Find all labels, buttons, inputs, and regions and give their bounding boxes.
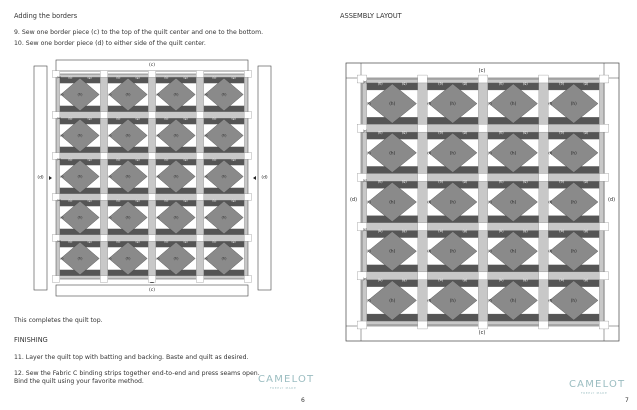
- edge-label-e: (e): [362, 227, 368, 232]
- block-label-h: (h): [77, 133, 83, 138]
- sash-label-b: (b): [116, 116, 121, 121]
- corner-label-g: (g): [522, 228, 528, 233]
- corner-square: [196, 71, 204, 78]
- block-label-h: (h): [173, 215, 179, 220]
- block-label-h: (h): [125, 92, 131, 97]
- side-label-f: (f): [204, 174, 208, 179]
- corner-square: [244, 71, 252, 78]
- sash-label-b: (b): [116, 198, 121, 203]
- corner-square: [100, 153, 108, 160]
- corner-label-g: (g): [135, 116, 140, 121]
- corner-label-g: (g): [87, 157, 92, 162]
- corner-square: [418, 272, 428, 280]
- corner-label-g: (g): [183, 198, 188, 203]
- corner-square: [196, 235, 204, 242]
- sash-label-b: (b): [68, 75, 73, 80]
- side-label-f: (f): [204, 133, 208, 138]
- side-label-f: (f): [108, 92, 112, 97]
- edge-label-e: (e): [362, 178, 368, 183]
- corner-square: [148, 276, 156, 283]
- block-label-h: (h): [77, 92, 83, 97]
- corner-square: [100, 112, 108, 119]
- corner-label-g: (g): [583, 81, 589, 86]
- sash-label-b: (b): [438, 130, 444, 135]
- corner-square: [100, 235, 108, 242]
- step-9-text: 9. Sew one border piece (c) to the top of the quilt center and one to the bottom.: [14, 29, 264, 36]
- side-label-f: (f): [487, 150, 492, 155]
- side-label-f: (f): [156, 256, 160, 261]
- side-label-f: (f): [108, 133, 112, 138]
- side-label-f: (f): [60, 133, 64, 138]
- corner-label-g: (g): [583, 278, 589, 283]
- assembly-layout-heading: ASSEMBLY LAYOUT: [340, 12, 402, 20]
- side-label-f: (f): [427, 101, 432, 106]
- corner-square: [599, 173, 609, 181]
- corner-square: [418, 75, 428, 83]
- sash-label-b: (b): [559, 228, 565, 233]
- sash-label-b: (b): [212, 157, 217, 162]
- block-label-h: (h): [173, 174, 179, 179]
- corner-square: [539, 124, 549, 132]
- corner-label-g: (g): [583, 130, 589, 135]
- corner-square: [539, 223, 549, 231]
- block-label-h: (h): [570, 248, 577, 254]
- block-label-h: (h): [449, 297, 456, 303]
- completion-text: This completes the quilt top.: [14, 317, 103, 324]
- corner-square: [418, 124, 428, 132]
- block-label-h: (h): [570, 199, 577, 205]
- corner-square: [599, 272, 609, 280]
- corner-label-g: (g): [135, 75, 140, 80]
- side-label-f: (f): [366, 298, 371, 303]
- corner-label-g: (g): [135, 157, 140, 162]
- side-label-f: (f): [487, 298, 492, 303]
- step-10-text: 10. Sew one border piece (d) to either side of the quilt center.: [14, 40, 206, 47]
- block-label-h: (h): [389, 199, 396, 205]
- sash-label-b: (b): [377, 228, 383, 233]
- edge-label-e: (e): [362, 129, 368, 134]
- corner-label-g: (g): [183, 157, 188, 162]
- side-label-f: (f): [156, 92, 160, 97]
- sash-label-b: (b): [164, 198, 169, 203]
- corner-square: [478, 321, 488, 329]
- block-label-h: (h): [221, 256, 227, 261]
- sash-label-b: (b): [212, 116, 217, 121]
- left-border-arrow: [49, 176, 52, 180]
- corner-square: [418, 173, 428, 181]
- block-label-h: (h): [173, 92, 179, 97]
- block-label-h: (h): [389, 297, 396, 303]
- corner-label-g: (g): [401, 228, 407, 233]
- edge-label-e: (e): [362, 276, 368, 281]
- block-label-h: (h): [570, 150, 577, 156]
- step-12-text: 12. Sew the Fabric C binding strips together end-to-end and press seams open.: [14, 370, 260, 377]
- corner-label-g: (g): [231, 75, 236, 80]
- right-page: [319, 0, 637, 410]
- edge-label-e: (e): [57, 198, 61, 202]
- side-label-f: (f): [60, 256, 64, 261]
- sash-label-b: (b): [212, 75, 217, 80]
- side-label-f: (f): [156, 174, 160, 179]
- corner-label-g: (g): [462, 81, 468, 86]
- side-label-f: (f): [427, 200, 432, 204]
- side-label-f: (f): [427, 298, 432, 303]
- step-12-continued-text: Bind the quilt using your favorite method.: [14, 378, 144, 385]
- sash-label-b: (b): [164, 239, 169, 244]
- step-11-text: 11. Layer the quilt top with batting and backing. Baste and quilt as desired.: [14, 354, 249, 361]
- side-label-f: (f): [548, 200, 553, 204]
- sash-label-b: (b): [377, 278, 383, 283]
- block-label-h: (h): [125, 133, 131, 138]
- block-label-h: (h): [125, 215, 131, 220]
- corner-square: [478, 75, 488, 83]
- corner-square: [148, 112, 156, 119]
- side-label-f: (f): [108, 215, 112, 220]
- side-label-f: (f): [204, 256, 208, 261]
- block-label-h: (h): [77, 174, 83, 179]
- sash-label-b: (b): [438, 278, 444, 283]
- corner-square: [52, 276, 60, 283]
- side-label-f: (f): [60, 215, 64, 220]
- side-label-f: (f): [487, 200, 492, 204]
- corner-label-g: (g): [522, 81, 528, 86]
- corner-label-g: (g): [401, 179, 407, 184]
- block-label-h: (h): [77, 256, 83, 261]
- block-label-h: (h): [449, 248, 456, 254]
- border-assembly-diagram: [0, 0, 318, 410]
- corner-label-g: (g): [87, 75, 92, 80]
- sash-label-b: (b): [438, 228, 444, 233]
- side-label-f: (f): [156, 133, 160, 138]
- corner-label-g: (g): [135, 239, 140, 244]
- assembly-bottom-label: (c): [478, 330, 486, 336]
- block-label-h: (h): [125, 256, 131, 261]
- corner-square: [100, 194, 108, 201]
- corner-label-g: (g): [401, 130, 407, 135]
- camelot-logo: CAMELOT: [258, 374, 315, 385]
- corner-label-g: (g): [183, 75, 188, 80]
- sash-label-b: (b): [498, 130, 504, 135]
- block-label-h: (h): [449, 150, 456, 156]
- sash-label-b: (b): [498, 228, 504, 233]
- edge-label-e: (e): [57, 157, 61, 161]
- block-label-h: (h): [510, 297, 517, 303]
- edge-label-e: (e): [362, 80, 368, 84]
- sash-label-b: (b): [559, 81, 565, 86]
- side-label-f: (f): [487, 249, 492, 254]
- corner-label-g: (g): [87, 116, 92, 121]
- corner-square: [148, 71, 156, 78]
- corner-square: [478, 173, 488, 181]
- side-label-f: (f): [60, 92, 64, 97]
- edge-label-e: (e): [57, 75, 61, 79]
- side-label-f: (f): [60, 174, 64, 179]
- finishing-heading: FINISHING: [14, 336, 48, 344]
- side-label-f: (f): [427, 249, 432, 254]
- corner-label-g: (g): [583, 228, 589, 233]
- corner-label-g: (g): [401, 81, 407, 86]
- block-label-h: (h): [221, 174, 227, 179]
- corner-label-g: (g): [231, 157, 236, 162]
- corner-square: [418, 223, 428, 231]
- sash-label-b: (b): [68, 157, 73, 162]
- corner-square: [148, 235, 156, 242]
- sash-label-b: (b): [212, 239, 217, 244]
- side-label-f: (f): [108, 256, 112, 261]
- corner-label-g: (g): [462, 179, 468, 184]
- block-label-h: (h): [221, 215, 227, 220]
- corner-square: [418, 321, 428, 329]
- bottom-border-label: (c): [149, 288, 155, 293]
- block-label-h: (h): [173, 256, 179, 261]
- corner-square: [599, 75, 609, 83]
- sash-label-b: (b): [438, 81, 444, 86]
- corner-label-g: (g): [462, 278, 468, 283]
- side-label-f: (f): [366, 249, 371, 254]
- sash-label-b: (b): [377, 179, 383, 184]
- sash-label-b: (b): [498, 81, 504, 86]
- assembly-right-label: (d): [607, 197, 616, 203]
- camelot-tagline-right: FREELY MADE: [581, 392, 608, 395]
- sash-label-b: (b): [68, 116, 73, 121]
- block-label-h: (h): [449, 101, 456, 107]
- camelot-tagline: FREELY MADE: [270, 387, 297, 390]
- side-label-f: (f): [366, 101, 371, 106]
- corner-square: [244, 276, 252, 283]
- corner-square: [599, 223, 609, 231]
- assembly-layout-diagram: [319, 0, 637, 410]
- corner-square: [539, 272, 549, 280]
- side-label-f: (f): [108, 174, 112, 179]
- corner-square: [539, 321, 549, 329]
- side-label-f: (f): [156, 215, 160, 220]
- block-label-h: (h): [77, 215, 83, 220]
- corner-square: [196, 153, 204, 160]
- corner-square: [244, 235, 252, 242]
- sash-label-b: (b): [377, 81, 383, 86]
- corner-label-g: (g): [231, 116, 236, 121]
- side-label-f: (f): [548, 298, 553, 303]
- sash-label-b: (b): [68, 239, 73, 244]
- corner-square: [148, 194, 156, 201]
- block-label-h: (h): [570, 101, 577, 107]
- edge-label-e: (e): [57, 239, 61, 243]
- corner-label-g: (g): [462, 130, 468, 135]
- corner-label-g: (g): [522, 179, 528, 184]
- quilt-center: [357, 75, 609, 329]
- sash-label-b: (b): [116, 75, 121, 80]
- camelot-logo-right: CAMELOT: [569, 379, 626, 390]
- block-label-h: (h): [389, 248, 396, 254]
- block-label-h: (h): [510, 101, 517, 107]
- corner-square: [599, 321, 609, 329]
- block-label-h: (h): [125, 174, 131, 179]
- corner-square: [478, 223, 488, 231]
- side-label-f: (f): [366, 200, 371, 204]
- side-label-f: (f): [548, 101, 553, 106]
- left-page: [0, 0, 318, 410]
- block-label-h: (h): [510, 199, 517, 205]
- quilt-center: [52, 71, 252, 283]
- corner-label-g: (g): [522, 278, 528, 283]
- sash-label-b: (b): [212, 198, 217, 203]
- sash-label-b: (b): [164, 157, 169, 162]
- side-label-f: (f): [548, 249, 553, 254]
- left-border-label: (d): [37, 175, 44, 181]
- block-label-h: (h): [173, 133, 179, 138]
- edge-label-e: (e): [57, 116, 61, 120]
- corner-square: [196, 276, 204, 283]
- corner-label-g: (g): [583, 179, 589, 184]
- sash-label-b: (b): [559, 130, 565, 135]
- corner-square: [357, 321, 367, 329]
- corner-label-g: (g): [401, 278, 407, 283]
- page-number-left: 6: [301, 397, 305, 404]
- side-label-f: (f): [366, 150, 371, 155]
- corner-square: [100, 276, 108, 283]
- corner-square: [478, 124, 488, 132]
- corner-square: [196, 194, 204, 201]
- corner-label-g: (g): [87, 239, 92, 244]
- corner-square: [599, 124, 609, 132]
- corner-square: [244, 194, 252, 201]
- corner-label-g: (g): [462, 228, 468, 233]
- corner-label-g: (g): [231, 239, 236, 244]
- sash-label-b: (b): [116, 157, 121, 162]
- corner-square: [100, 71, 108, 78]
- side-label-f: (f): [204, 92, 208, 97]
- sash-label-b: (b): [377, 130, 383, 135]
- sash-label-b: (b): [559, 179, 565, 184]
- corner-square: [478, 272, 488, 280]
- sash-label-b: (b): [164, 75, 169, 80]
- corner-label-g: (g): [135, 198, 140, 203]
- corner-square: [539, 173, 549, 181]
- block-label-h: (h): [221, 133, 227, 138]
- sash-label-b: (b): [498, 179, 504, 184]
- sash-label-b: (b): [438, 179, 444, 184]
- right-border-arrow: [253, 176, 256, 180]
- sash-label-b: (b): [559, 278, 565, 283]
- corner-square: [196, 112, 204, 119]
- sash-label-b: (b): [164, 116, 169, 121]
- page-number-right: 7: [625, 397, 629, 404]
- block-label-h: (h): [389, 150, 396, 156]
- side-label-f: (f): [204, 215, 208, 220]
- corner-label-g: (g): [183, 239, 188, 244]
- block-label-h: (h): [389, 101, 396, 107]
- corner-label-g: (g): [522, 130, 528, 135]
- right-border-label: (d): [261, 175, 268, 181]
- block-label-h: (h): [570, 297, 577, 303]
- corner-square: [244, 112, 252, 119]
- side-label-f: (f): [427, 150, 432, 155]
- corner-label-g: (g): [231, 198, 236, 203]
- sash-label-b: (b): [498, 278, 504, 283]
- block-label-h: (h): [449, 199, 456, 205]
- block-label-h: (h): [510, 248, 517, 254]
- block-label-h: (h): [221, 92, 227, 97]
- sash-label-b: (b): [116, 239, 121, 244]
- corner-label-g: (g): [183, 116, 188, 121]
- corner-square: [244, 153, 252, 160]
- corner-label-g: (g): [87, 198, 92, 203]
- corner-square: [148, 153, 156, 160]
- side-label-f: (f): [548, 150, 553, 155]
- block-label-h: (h): [510, 150, 517, 156]
- assembly-left-label: (d): [349, 197, 358, 203]
- assembly-top-label: (c): [478, 68, 486, 74]
- side-label-f: (f): [487, 101, 492, 106]
- sash-label-b: (b): [68, 198, 73, 203]
- top-border-label: (c): [149, 63, 155, 68]
- corner-square: [539, 75, 549, 83]
- section-heading-borders: Adding the borders: [14, 12, 78, 20]
